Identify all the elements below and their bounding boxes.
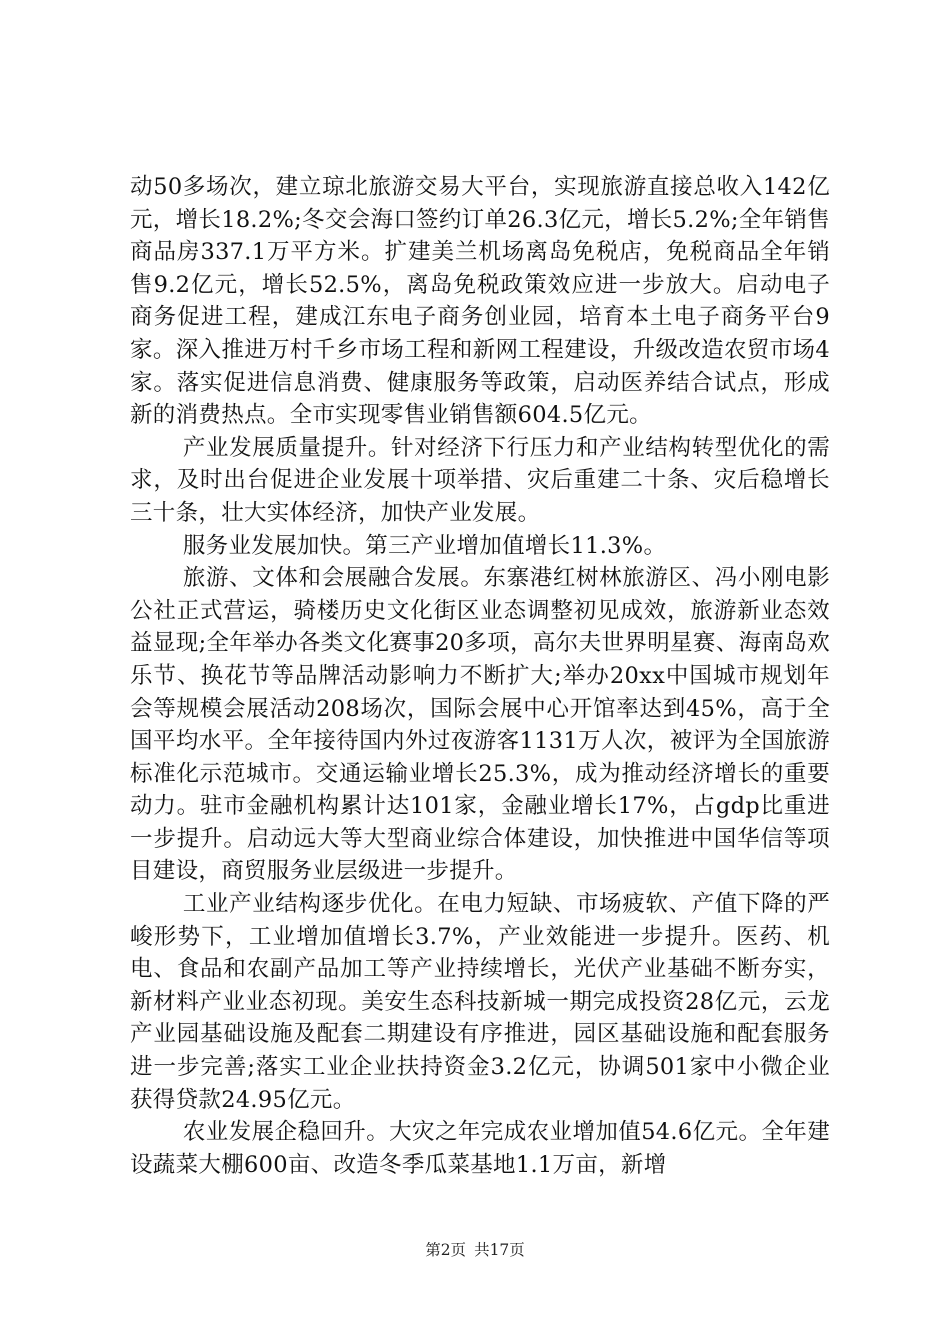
page-total: 共17页 <box>474 1241 525 1259</box>
paragraph-4: 旅游、文体和会展融合发展。东寨港红树林旅游区、冯小刚电影公社正式营运，骑楼历史文化街区业态调整初见成效，旅游新业态效益显现;全年举办各类文化赛事20多项，高尔夫世界明星赛、海南岛欢乐节、换花节等品牌活动影响力不断扩大;举办20xx中国城市规划年会等规模会展活动208场次，国际会展中心开馆率达到45%，高于全国平均水平。全年接待国内外过夜游客1131万人次，被评为全国旅游标准化示范城市。交通运输业增长25.3%，成为推动经济增长的重要动力。驻市金融机构累计达101家，金融业增长17%，占gdp比重进一步提升。启动远大等大型商业综合体建设，加快推进中国华信等项目建设，商贸服务业层级进一步提升。 <box>130 565 830 885</box>
paragraph-6: 农业发展企稳回升。大灾之年完成农业增加值54.6亿元。全年建设蔬菜大棚600亩、改造冬季瓜菜基地1.1万亩，新增 <box>130 1119 830 1178</box>
paragraph-2: 产业发展质量提升。针对经济下行压力和产业结构转型优化的需求，及时出台促进企业发展十项举措、灾后重建二十条、灾后稳增长三十条，壮大实体经济，加快产业发展。 <box>130 434 830 526</box>
paragraph-1: 动50多场次，建立琼北旅游交易大平台，实现旅游直接总收入142亿元，增长18.2%;冬交会海口签约订单26.3亿元，增长5.2%;全年销售商品房337.1万平方米。扩建美兰机场离岛免税店，免税商品全年销售9.2亿元，增长52.5%，离岛免税政策效应进一步放大。启动电子商务促进工程，建成江东电子商务创业园，培育本土电子商务平台9家。深入推进万村千乡市场工程和新网工程建设，升级改造农贸市场4家。落实促进信息消费、健康服务等政策，启动医养结合试点，形成新的消费热点。全市实现零售业销售额604.5亿元。 <box>130 174 830 429</box>
paragraph-3: 服务业发展加快。第三产业增加值增长11.3%。 <box>182 532 667 559</box>
page-footer <box>0 1238 950 1260</box>
page-number: 第2页 <box>425 1241 467 1259</box>
paragraph-5: 工业产业结构逐步优化。在电力短缺、市场疲软、产值下降的严峻形势下，工业增加值增长3.7%，产业效能进一步提升。医药、机电、食品和农副产品加工等产业持续增长，光伏产业基础不断夯实，新材料产业业态初现。美安生态科技新城一期完成投资28亿元，云龙产业园基础设施及配套二期建设有序推进，园区基础设施和配套服务进一步完善;落实工业企业扶持资金3.2亿元，协调501家中小微企业获得贷款24.95亿元。 <box>130 891 830 1113</box>
document-body <box>130 171 830 1181</box>
